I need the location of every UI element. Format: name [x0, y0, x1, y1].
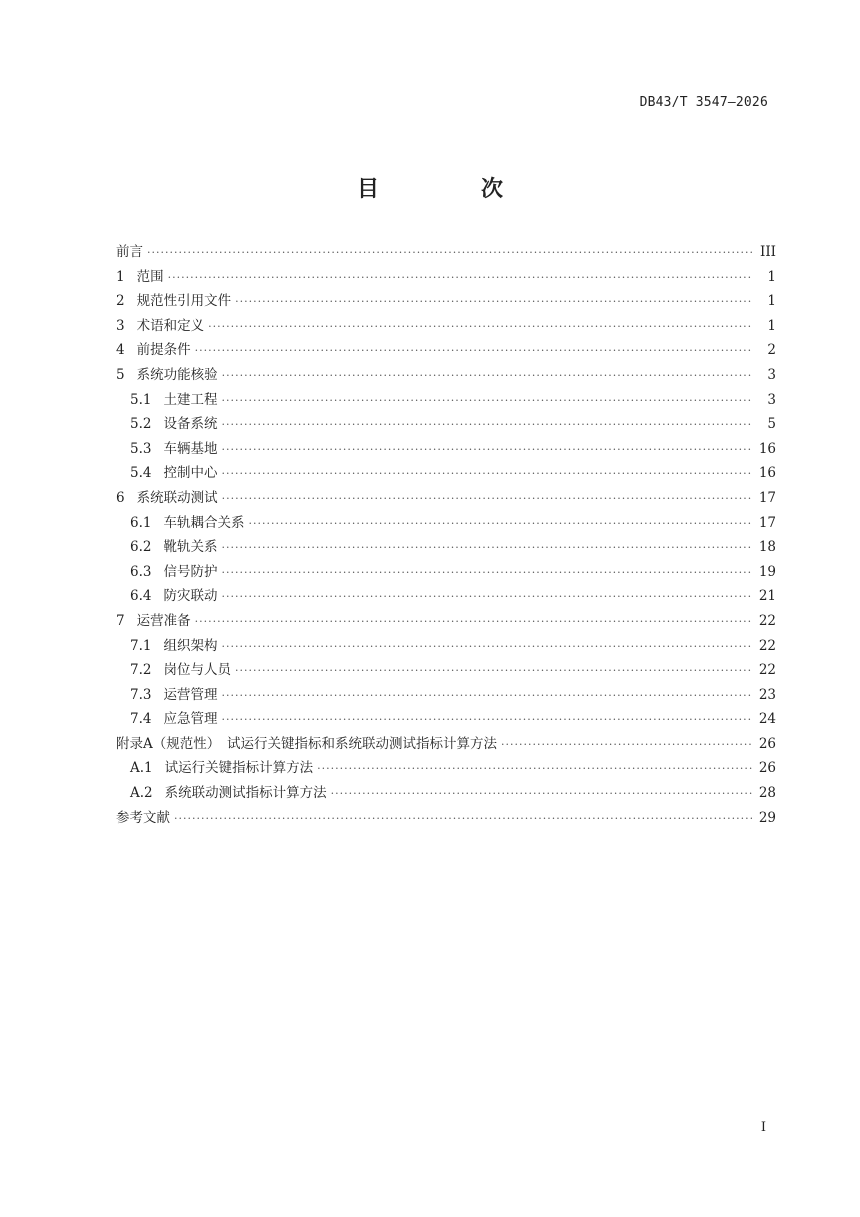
document-code: DB43/T 3547—2026: [639, 95, 768, 110]
toc-entry-page: 3: [767, 366, 776, 383]
toc-entry-label: 设备系统: [163, 416, 218, 433]
toc-entry-label: 车轨耦合关系: [163, 514, 245, 531]
toc-entry-label: 运营准备: [136, 612, 191, 629]
toc-entry-page: 1: [767, 293, 776, 310]
table-of-contents: [116, 240, 776, 830]
toc-entry[interactable]: [116, 535, 776, 560]
dot-leader: [221, 635, 752, 660]
toc-entry-number: 7.4: [130, 711, 152, 728]
toc-entry-label: 系统联动测试: [136, 489, 218, 506]
toc-entry-page: 5: [767, 416, 776, 433]
toc-entry-number: A.2: [130, 785, 153, 802]
toc-entry-page: 19: [758, 563, 776, 580]
toc-entry-page: 16: [758, 440, 776, 457]
dot-leader: [174, 807, 752, 832]
toc-entry-page: 26: [758, 735, 776, 752]
toc-entry-label: 前言: [116, 244, 143, 260]
toc-entry-label: 运营管理: [163, 686, 218, 703]
toc-entry[interactable]: [116, 289, 776, 314]
dot-leader: [147, 241, 752, 266]
toc-entry-page: 22: [758, 637, 776, 654]
toc-entry-page: 1: [767, 268, 776, 285]
toc-entry[interactable]: [116, 486, 776, 511]
toc-entry-number: 1: [116, 268, 125, 285]
dot-leader: [195, 610, 752, 635]
dot-leader: [208, 315, 752, 340]
toc-entry-label: 防灾联动: [163, 588, 218, 605]
toc-entry[interactable]: [116, 314, 776, 339]
toc-entry-number: 3: [116, 317, 125, 334]
toc-entry-number: 6: [116, 489, 125, 506]
toc-entry[interactable]: [116, 437, 776, 462]
toc-entry-page: 17: [758, 514, 776, 531]
dot-leader: [195, 339, 752, 364]
toc-entry-number: 7.3: [130, 686, 152, 703]
dot-leader: [221, 684, 752, 709]
toc-entry[interactable]: [116, 363, 776, 388]
dot-leader: [221, 413, 752, 438]
toc-entry-label: 附录A（规范性） 试运行关键指标和系统联动测试指标计算方法: [116, 735, 497, 752]
toc-entry-number: 7.1: [130, 637, 152, 654]
toc-entry-number: 6.2: [130, 539, 152, 556]
toc-entry-label: 岗位与人员: [163, 662, 231, 679]
dot-leader: [331, 782, 752, 807]
toc-entry[interactable]: [116, 584, 776, 609]
dot-leader: [221, 708, 752, 733]
page-number: I: [760, 1120, 766, 1135]
toc-entry[interactable]: [116, 732, 776, 757]
toc-entry[interactable]: [116, 560, 776, 585]
toc-entry-number: 5: [116, 366, 125, 383]
toc-entry[interactable]: [116, 683, 776, 708]
toc-entry-page: III: [760, 244, 776, 260]
dot-leader: [222, 487, 752, 512]
toc-entry[interactable]: [116, 412, 776, 437]
dot-leader: [248, 512, 752, 537]
dot-leader: [317, 757, 752, 782]
toc-entry-page: 16: [758, 465, 776, 482]
toc-entry[interactable]: [116, 756, 776, 781]
toc-entry[interactable]: [116, 781, 776, 806]
dot-leader: [221, 585, 752, 610]
toc-entry[interactable]: [116, 707, 776, 732]
dot-leader: [221, 561, 752, 586]
toc-entry-label: 靴轨关系: [163, 539, 218, 556]
toc-entry[interactable]: [116, 634, 776, 659]
dot-leader: [501, 733, 752, 758]
toc-entry-number: 5.1: [130, 391, 152, 408]
toc-entry-label: 范围: [136, 268, 164, 285]
toc-entry-number: 2: [116, 293, 125, 310]
toc-entry-number: A.1: [130, 760, 153, 777]
dot-leader: [235, 290, 752, 315]
toc-entry-number: 6.3: [130, 563, 152, 580]
toc-entry-label: 信号防护: [163, 563, 218, 580]
dot-leader: [235, 659, 752, 684]
toc-entry[interactable]: [116, 388, 776, 413]
dot-leader: [221, 536, 752, 561]
toc-entry-page: 3: [767, 391, 776, 408]
toc-entry-page: 24: [758, 711, 776, 728]
toc-entry-label: 土建工程: [163, 391, 218, 408]
toc-entry-page: 28: [758, 785, 776, 802]
toc-entry-label: 前提条件: [136, 342, 191, 359]
toc-entry-label: 应急管理: [163, 711, 218, 728]
dot-leader: [221, 462, 752, 487]
toc-entry-number: 5.3: [130, 440, 152, 457]
toc-entry-label: 术语和定义: [136, 317, 205, 334]
toc-entry[interactable]: [116, 338, 776, 363]
toc-entry-page: 26: [758, 760, 776, 777]
toc-entry-number: 4: [116, 342, 125, 359]
toc-entry-label: 规范性引用文件: [136, 293, 232, 310]
toc-entry[interactable]: [116, 609, 776, 634]
toc-entry-page: 29: [758, 809, 776, 826]
toc-entry-label: 参考文献: [116, 809, 170, 826]
toc-entry[interactable]: [116, 240, 776, 265]
toc-entry-page: 21: [758, 588, 776, 605]
toc-entry-number: 7.2: [130, 662, 152, 679]
toc-entry-label: 控制中心: [163, 465, 218, 482]
dot-leader: [168, 266, 752, 291]
toc-entry[interactable]: [116, 265, 776, 290]
toc-entry-page: 18: [758, 539, 776, 556]
toc-entry-number: 5.2: [130, 416, 152, 433]
toc-entry-label: 试运行关键指标计算方法: [164, 760, 314, 777]
dot-leader: [221, 389, 752, 414]
toc-entry-page: 1: [767, 317, 776, 334]
toc-entry[interactable]: [116, 461, 776, 486]
toc-entry-label: 车辆基地: [163, 440, 218, 457]
toc-entry-label: 组织架构: [163, 637, 218, 654]
toc-entry-page: 2: [767, 342, 776, 359]
toc-entry-label: 系统功能核验: [136, 366, 218, 383]
toc-entry[interactable]: [116, 511, 776, 536]
toc-entry-number: 6.1: [130, 514, 152, 531]
toc-entry-label: 系统联动测试指标计算方法: [164, 785, 327, 802]
page-title: 目 次: [356, 177, 543, 202]
dot-leader: [222, 364, 752, 389]
toc-entry-page: 23: [758, 686, 776, 703]
toc-entry-page: 17: [758, 489, 776, 506]
toc-entry-page: 22: [758, 662, 776, 679]
toc-entry-page: 22: [758, 612, 776, 629]
toc-entry-number: 5.4: [130, 465, 152, 482]
dot-leader: [221, 438, 752, 463]
toc-entry-number: 6.4: [130, 588, 152, 605]
toc-entry-number: 7: [116, 612, 125, 629]
toc-entry[interactable]: [116, 658, 776, 683]
toc-entry[interactable]: [116, 806, 776, 831]
